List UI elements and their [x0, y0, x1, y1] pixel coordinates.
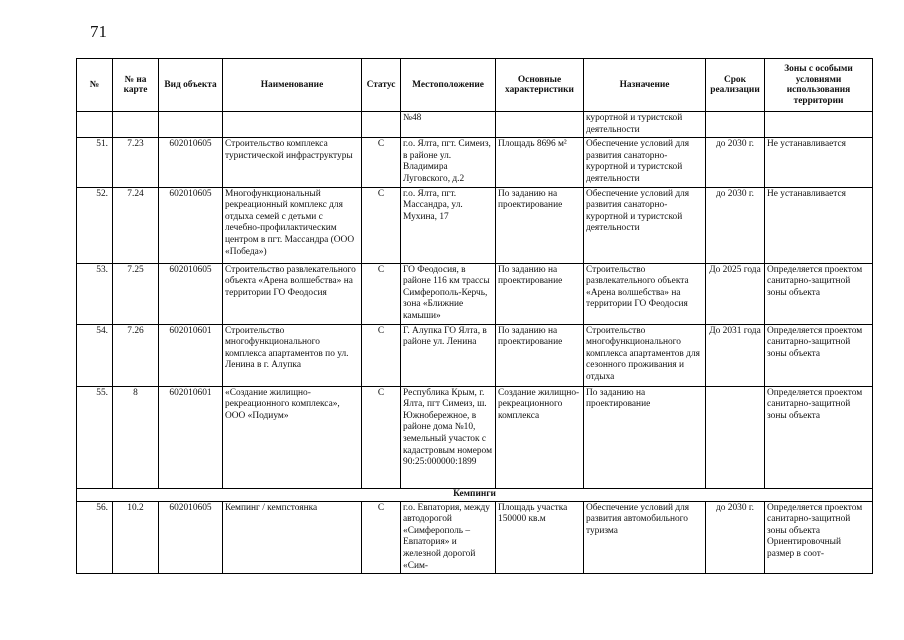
table-cell: Площадь участка 150000 кв.м [496, 501, 584, 574]
table-cell: 602010601 [159, 386, 223, 488]
table-cell: 7.23 [113, 138, 159, 187]
table-cell: 602010601 [159, 324, 223, 386]
col-header: Основные характеристики [496, 59, 584, 112]
table-row [77, 138, 873, 187]
table-cell: 602010605 [159, 263, 223, 324]
table-cell: 10.2 [113, 501, 159, 574]
table-cell: 56. [77, 501, 113, 574]
table-cell: Определяется проектом санитарно-защитной зоны объекта [765, 263, 873, 324]
table-cell: ГО Феодосия, в районе 116 км трассы Симферополь-Керчь, зона «Ближние камыши» [401, 263, 496, 324]
table-cell [765, 112, 873, 138]
table-cell: Строительство многофункционального комплекса апартаментов для сезонного проживания и отдыха [584, 324, 706, 386]
table-cell [362, 112, 401, 138]
table-cell [77, 112, 113, 138]
table-row [77, 501, 873, 574]
col-header: Местоположение [401, 59, 496, 112]
table-cell [496, 112, 584, 138]
col-header: Наименование [223, 59, 362, 112]
table-cell [223, 112, 362, 138]
table-cell: 7.26 [113, 324, 159, 386]
table-cell: До 2025 года [706, 263, 765, 324]
table-cell: до 2030 г. [706, 187, 765, 263]
table-row [77, 112, 873, 138]
table-cell: С [362, 501, 401, 574]
table-cell: до 2030 г. [706, 501, 765, 574]
table-cell: 7.25 [113, 263, 159, 324]
page-number: 71 [90, 22, 107, 41]
table-cell: Обеспечение условий для развития санаторно-курортной и туристской деятельности [584, 187, 706, 263]
table-cell: Определяется проектом санитарно-защитной зоны объекта [765, 386, 873, 488]
table-cell: Определяется проектом санитарно-защитной зоны объекта Ориентировочный размер в соот- [765, 501, 873, 574]
table-cell: №48 [401, 112, 496, 138]
header-row [77, 59, 873, 112]
table-cell: По заданию на проектирование [496, 324, 584, 386]
table-cell: Определяется проектом санитарно-защитной зоны объекта [765, 324, 873, 386]
table-cell: Обеспечение условий для развития автомобильного туризма [584, 501, 706, 574]
table-cell: 55. [77, 386, 113, 488]
table-cell: По заданию на проектирование [584, 386, 706, 488]
table-cell: По заданию на проектирование [496, 263, 584, 324]
col-header: Статус [362, 59, 401, 112]
table-cell: 51. [77, 138, 113, 187]
table-row [77, 187, 873, 263]
table-cell [706, 386, 765, 488]
table-cell: С [362, 187, 401, 263]
col-header: № на карте [113, 59, 159, 112]
table-cell: До 2031 года [706, 324, 765, 386]
table-cell: Строительство комплекса туристической инфраструктуры [223, 138, 362, 187]
table-row [77, 324, 873, 386]
table-cell: Многофункциональный рекреационный комплекс для отдыха семей с детьми с лечебно-профилактическим центром в пгт. Массандра (ООО «Победа») [223, 187, 362, 263]
table-cell: Строительство развлекательного объекта «Арена волшебства» на территории ГО Феодосия [223, 263, 362, 324]
table-row [77, 263, 873, 324]
table-cell: г.о. Евпатория, между автодорогой «Симферополь – Евпатория» и железной дорогой «Сим- [401, 501, 496, 574]
objects-table [76, 58, 873, 574]
table-cell: 8 [113, 386, 159, 488]
table-row [77, 386, 873, 488]
table-cell: Республика Крым, г. Ялта, пгт Симеиз, ш. Южнобережное, в районе дома №10, земельный участок с кадастровым номером 90:25:000000:1899 [401, 386, 496, 488]
table-cell: Г. Алупка ГО Ялта, в районе ул. Ленина [401, 324, 496, 386]
col-header: Зоны с особыми условиями использования территории [765, 59, 873, 112]
section-row [77, 488, 873, 501]
table-cell: С [362, 263, 401, 324]
table-cell: «Создание жилищно-рекреационного комплекса», ООО «Подиум» [223, 386, 362, 488]
table-cell: Создание жилищно-рекреационного комплекса [496, 386, 584, 488]
table-cell: курортной и туристской деятельности [584, 112, 706, 138]
table-cell: С [362, 386, 401, 488]
table-cell: 54. [77, 324, 113, 386]
col-header: Вид объекта [159, 59, 223, 112]
table-cell: Площадь 8696 м² [496, 138, 584, 187]
table-cell: Обеспечение условий для развития санаторно-курортной и туристской деятельности [584, 138, 706, 187]
table-cell: 602010605 [159, 501, 223, 574]
table-cell [159, 112, 223, 138]
table-cell: 7.24 [113, 187, 159, 263]
table-cell: 602010605 [159, 187, 223, 263]
table-cell: Строительство развлекательного объекта «Арена волшебства» на территории ГО Феодосия [584, 263, 706, 324]
table-cell: 602010605 [159, 138, 223, 187]
table-cell: С [362, 138, 401, 187]
table-cell: 52. [77, 187, 113, 263]
table-cell: до 2030 г. [706, 138, 765, 187]
col-header: № [77, 59, 113, 112]
table-cell: г.о. Ялта, пгт. Массандра, ул. Мухина, 17 [401, 187, 496, 263]
col-header: Назначение [584, 59, 706, 112]
col-header: Срок реализации [706, 59, 765, 112]
table-cell: Строительство многофункционального комплекса апартаментов по ул. Ленина в г. Алупка [223, 324, 362, 386]
table-cell: Не устанавливается [765, 187, 873, 263]
table-cell: По заданию на проектирование [496, 187, 584, 263]
table-cell [113, 112, 159, 138]
table-cell [706, 112, 765, 138]
table-cell: Кемпинг / кемпстоянка [223, 501, 362, 574]
table-cell: С [362, 324, 401, 386]
table-cell: 53. [77, 263, 113, 324]
table-cell: г.о. Ялта, пгт. Симеиз, в районе ул. Владимира Луговского, д.2 [401, 138, 496, 187]
table-cell: Не устанавливается [765, 138, 873, 187]
section-heading: Кемпинги [77, 488, 873, 501]
